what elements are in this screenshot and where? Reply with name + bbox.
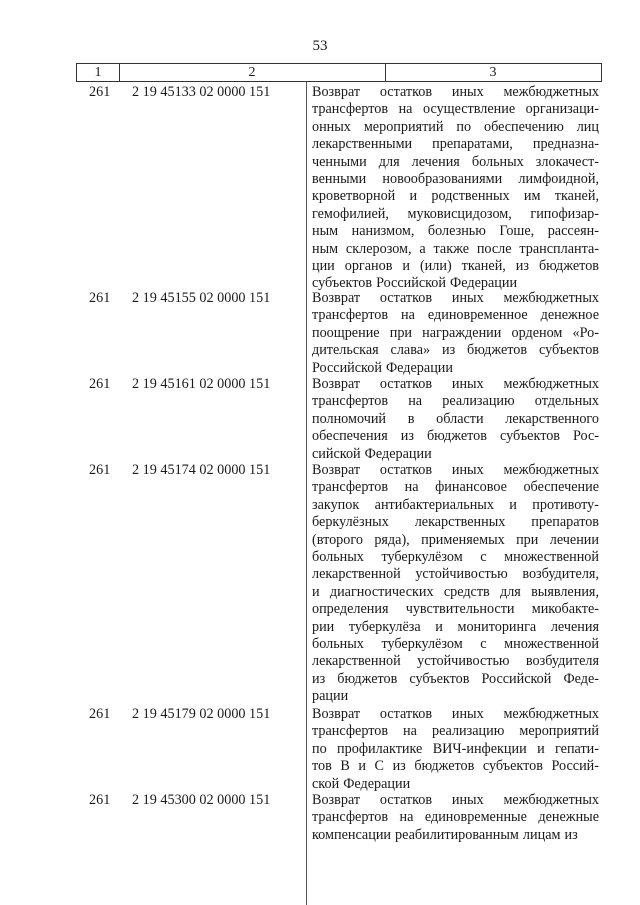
revenue-name-line: беркулёзных лекарственных препаратов — [312, 514, 599, 531]
admin-code: 261 — [89, 462, 111, 478]
revenue-name-line: трансфертов на реализацию отдельных — [312, 393, 599, 410]
revenue-name-line: и диагностических средств для выявления, — [312, 583, 599, 600]
revenue-name-line: Возврат остатков иных межбюджетных — [312, 376, 599, 392]
revenue-name-line: (второго ряда), применяемых при лечении — [312, 531, 599, 548]
revenue-name-line: гемофилией, муковисцидозом, гипофизар- — [312, 205, 599, 222]
revenue-name-line: лекарственной устойчивостью возбудителя, — [312, 566, 599, 583]
admin-code: 261 — [89, 290, 111, 306]
admin-code: 261 — [89, 376, 111, 392]
revenue-name-line: трансфертов на осуществление организаци- — [312, 101, 599, 118]
budget-classification-code: 2 19 45155 02 0000 151 — [132, 290, 271, 306]
revenue-name-line: онных мероприятий по обеспечению лиц — [312, 118, 599, 135]
revenue-name-line: трансфертов на реализацию мероприятий — [312, 723, 599, 740]
revenue-name — [312, 462, 599, 706]
budget-classification-code: 2 19 45179 02 0000 151 — [132, 706, 271, 722]
revenue-name-line: ции органов и (или) тканей, из бюджетов — [312, 258, 599, 275]
revenue-name-line: Возврат остатков иных межбюджетных — [312, 84, 599, 100]
revenue-name-line: полномочий в области лекарственного — [312, 410, 599, 427]
revenue-name — [312, 290, 599, 377]
budget-classification-code: 2 19 45300 02 0000 151 — [132, 792, 271, 808]
revenue-name-line: лекарственными препаратами, предназна- — [312, 136, 599, 153]
revenue-name-line: ченными для лечения больных злокачест- — [312, 153, 599, 170]
page-number: 53 — [312, 38, 328, 54]
column-header-1: 1 — [77, 64, 120, 81]
revenue-name-line: больных туберкулёзом с множественной — [312, 636, 599, 653]
column-header-3: 3 — [489, 65, 497, 80]
admin-code: 261 — [89, 706, 111, 722]
revenue-name-line: Возврат остатков иных межбюджетных — [312, 462, 599, 478]
revenue-name-line: поощрение при награждении орденом «Ро- — [312, 324, 599, 341]
revenue-name-line: обеспечения из бюджетов субъектов Рос- — [312, 428, 599, 445]
revenue-name-line: рии туберкулёза и мониторинга лечения — [312, 618, 599, 635]
admin-code: 261 — [89, 84, 111, 100]
revenue-name-line: кроветворной и родственных им тканей, — [312, 188, 599, 205]
revenue-name — [312, 84, 599, 293]
revenue-name-line: венными новообразованиями лимфоидной, — [312, 171, 599, 188]
revenue-name-line: Возврат остатков иных межбюджетных — [312, 792, 599, 808]
column-header-2: 2 — [119, 64, 386, 81]
revenue-name-line: компенсации реабилитированным лицам из — [312, 826, 578, 843]
budget-classification-code: 2 19 45174 02 0000 151 — [132, 462, 271, 478]
admin-code: 261 — [89, 792, 111, 808]
revenue-name-line: дительская слава» из бюджетов субъектов — [312, 342, 599, 359]
revenue-name-line: Возврат остатков иных межбюджетных — [312, 290, 599, 306]
budget-classification-code: 2 19 45161 02 0000 151 — [132, 376, 271, 392]
revenue-name-line: трансфертов на финансовое обеспечение — [312, 479, 599, 496]
revenue-name-line: рации — [312, 688, 349, 705]
budget-classification-code: 2 19 45133 02 0000 151 — [132, 84, 271, 100]
revenue-name — [312, 376, 599, 463]
table-header — [76, 63, 602, 82]
revenue-name-line: больных туберкулёзом с множественной — [312, 549, 599, 566]
revenue-name — [312, 792, 599, 844]
revenue-name-line: тов В и С из бюджетов субъектов Россий- — [312, 758, 599, 775]
revenue-name-line: ской Федерации — [312, 775, 411, 792]
revenue-name-line: Возврат остатков иных межбюджетных — [312, 706, 599, 722]
revenue-name-line: трансфертов на единовременные денежные — [312, 809, 599, 826]
revenue-name-line: трансфертов на единовременное денежное — [312, 307, 599, 324]
revenue-name-line: Российской Федерации — [312, 359, 453, 376]
revenue-name — [312, 706, 599, 793]
revenue-name-line: из бюджетов субъектов Российской Феде- — [312, 670, 599, 687]
revenue-name-line: ным нанизмом, болезнью Гоше, рассеян- — [312, 223, 599, 240]
revenue-name-line: определения чувствительности микобакте- — [312, 601, 599, 618]
revenue-name-line: по профилактике ВИЧ-инфекции и гепати- — [312, 740, 599, 757]
column-divider — [306, 82, 307, 905]
revenue-name-line: сийской Федерации — [312, 445, 432, 462]
revenue-name-line: субъектов Российской Федерации — [312, 275, 518, 292]
revenue-name-line: лекарственной устойчивостью возбудителя — [312, 653, 599, 670]
revenue-name-line: закупок антибактериальных и противоту- — [312, 496, 599, 513]
revenue-name-line: ным склерозом, а также после транспланта- — [312, 240, 599, 257]
